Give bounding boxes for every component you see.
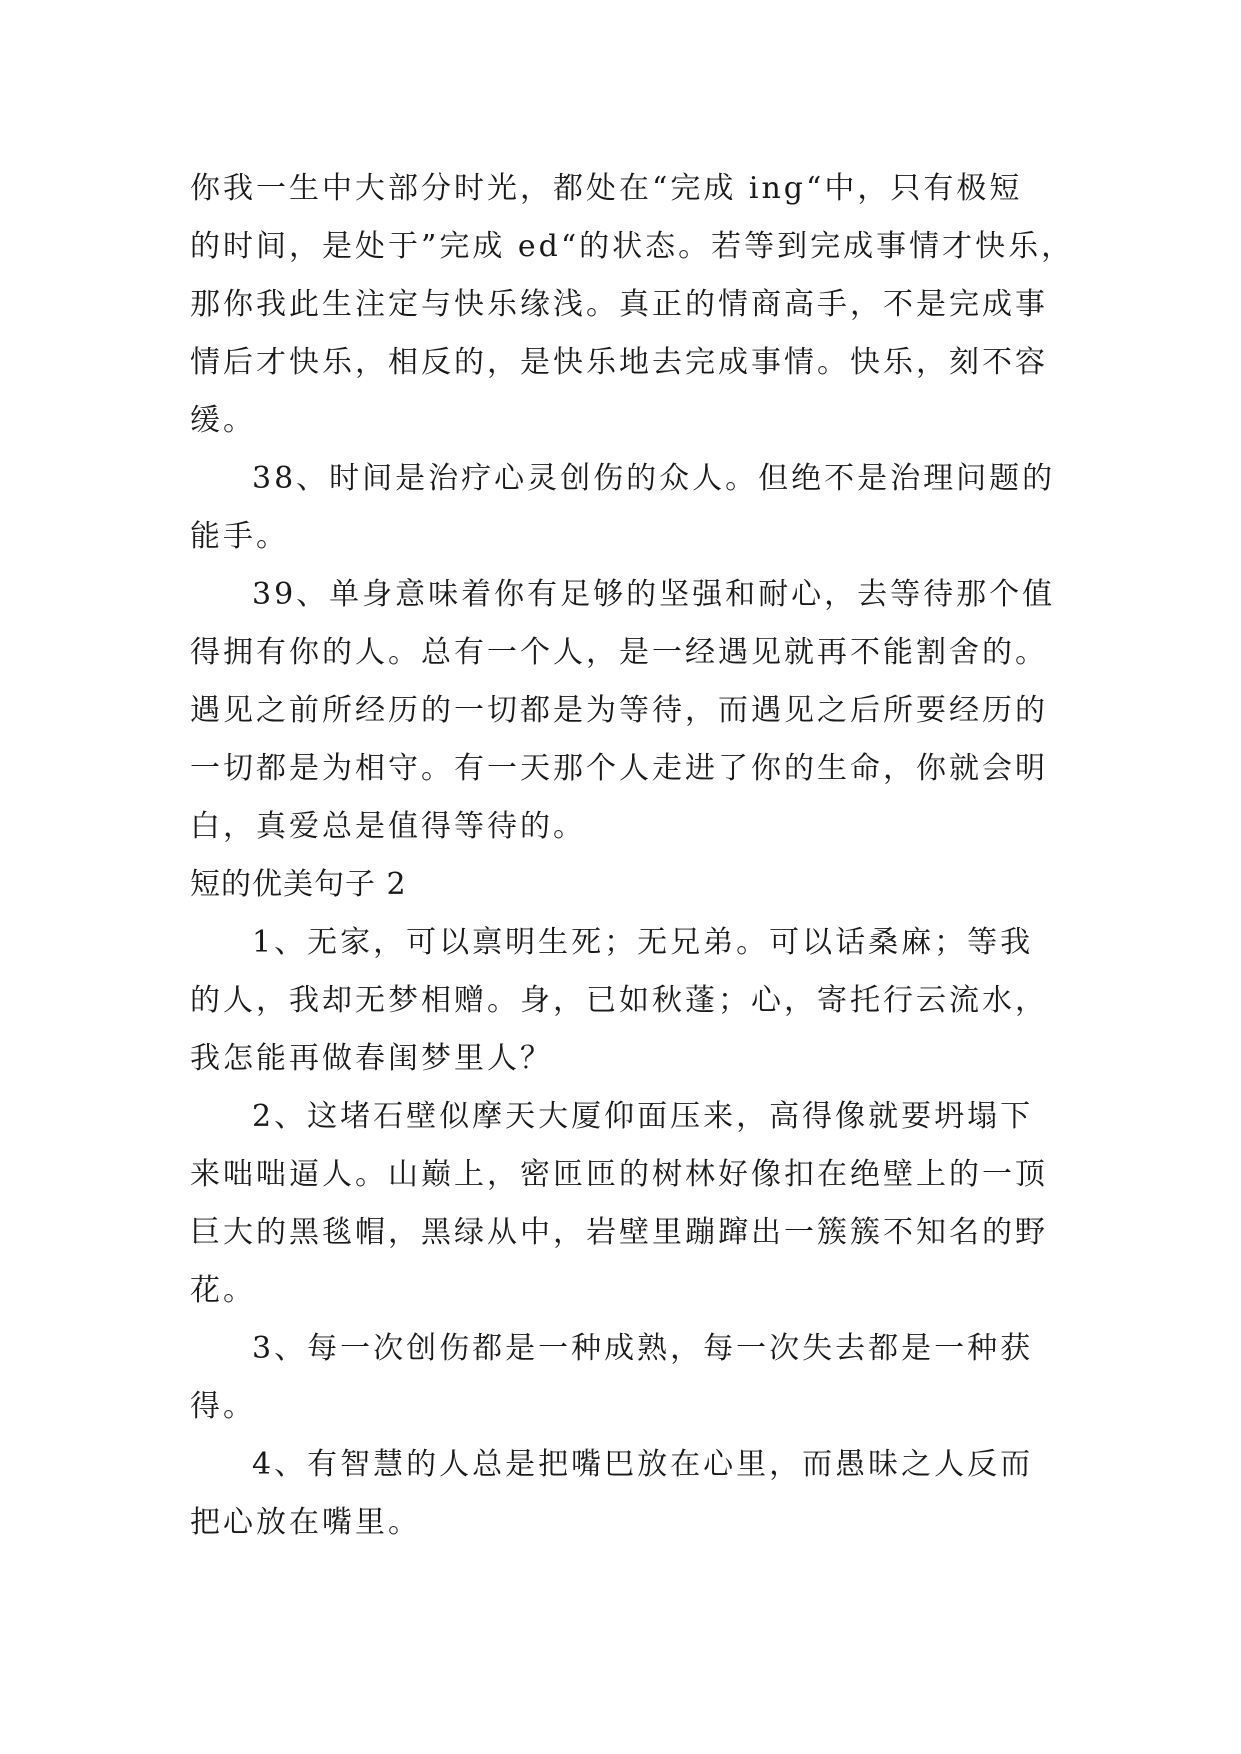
text-line: 39、单身意味着你有足够的坚强和耐心，去等待那个值 [252,577,1056,612]
text-line: 花。 [190,1273,256,1308]
text-line: 巨大的黑毯帽，黑绿从中，岩壁里蹦蹿出一簇簇不知名的野 [190,1215,1048,1250]
text-line: 一切都是为相守。有一天那个人走进了你的生命，你就会明 [190,751,1048,786]
text-line: 那你我此生注定与快乐缘浅。真正的情商高手，不是完成事 [190,287,1048,322]
section-item-4 [190,1436,1090,1552]
text-line: 把心放在嘴里。 [190,1505,421,1540]
text-line: 的人，我却无梦相赠。身，已如秋蓬；心，寄托行云流水， [190,983,1048,1018]
section-item-2 [190,1088,1090,1320]
text-line: 3、每一次创伤都是一种成熟，每一次失去都是一种获 [252,1331,1034,1366]
text-line: 2、这堵石壁似摩天大厦仰面压来，高得像就要坍塌下 [252,1099,1034,1134]
section-title: 短的优美句子 2 [190,867,407,902]
text-line: 白，真爱总是值得等待的。 [190,809,586,844]
paragraph-item-38 [190,450,1090,566]
text-line: 能手。 [190,519,289,554]
document-body [190,160,1090,1552]
text-line: 得。 [190,1389,256,1424]
section-item-3 [190,1320,1090,1436]
text-line: 情后才快乐，相反的，是快乐地去完成事情。快乐，刻不容 [190,345,1048,380]
paragraph-item-39 [190,566,1090,856]
text-line: 4、有智慧的人总是把嘴巴放在心里，而愚昧之人反而 [252,1447,1034,1482]
text-line: 1、无家，可以禀明生死；无兄弟。可以话桑麻；等我 [252,925,1034,960]
text-line: 遇见之前所经历的一切都是为等待，而遇见之后所要经历的 [190,693,1048,728]
text-line: 38、时间是治疗心灵创伤的众人。但绝不是治理问题的 [252,461,1056,496]
text-line: 你我一生中大部分时光，都处在“完成 ing“中，只有极短 [190,171,1023,206]
section-item-1 [190,914,1090,1088]
text-line: 的时间，是处于”完成 ed“的状态。若等到完成事情才快乐， [190,229,1075,264]
text-line: 来咄咄逼人。山巅上，密匝匝的树林好像扣在绝壁上的一顶 [190,1157,1048,1192]
text-line: 我怎能再做春闺梦里人？ [190,1041,553,1076]
paragraph-continuation [190,160,1090,450]
text-line: 缓。 [190,403,256,438]
text-line: 得拥有你的人。总有一个人，是一经遇见就再不能割舍的。 [190,635,1048,670]
